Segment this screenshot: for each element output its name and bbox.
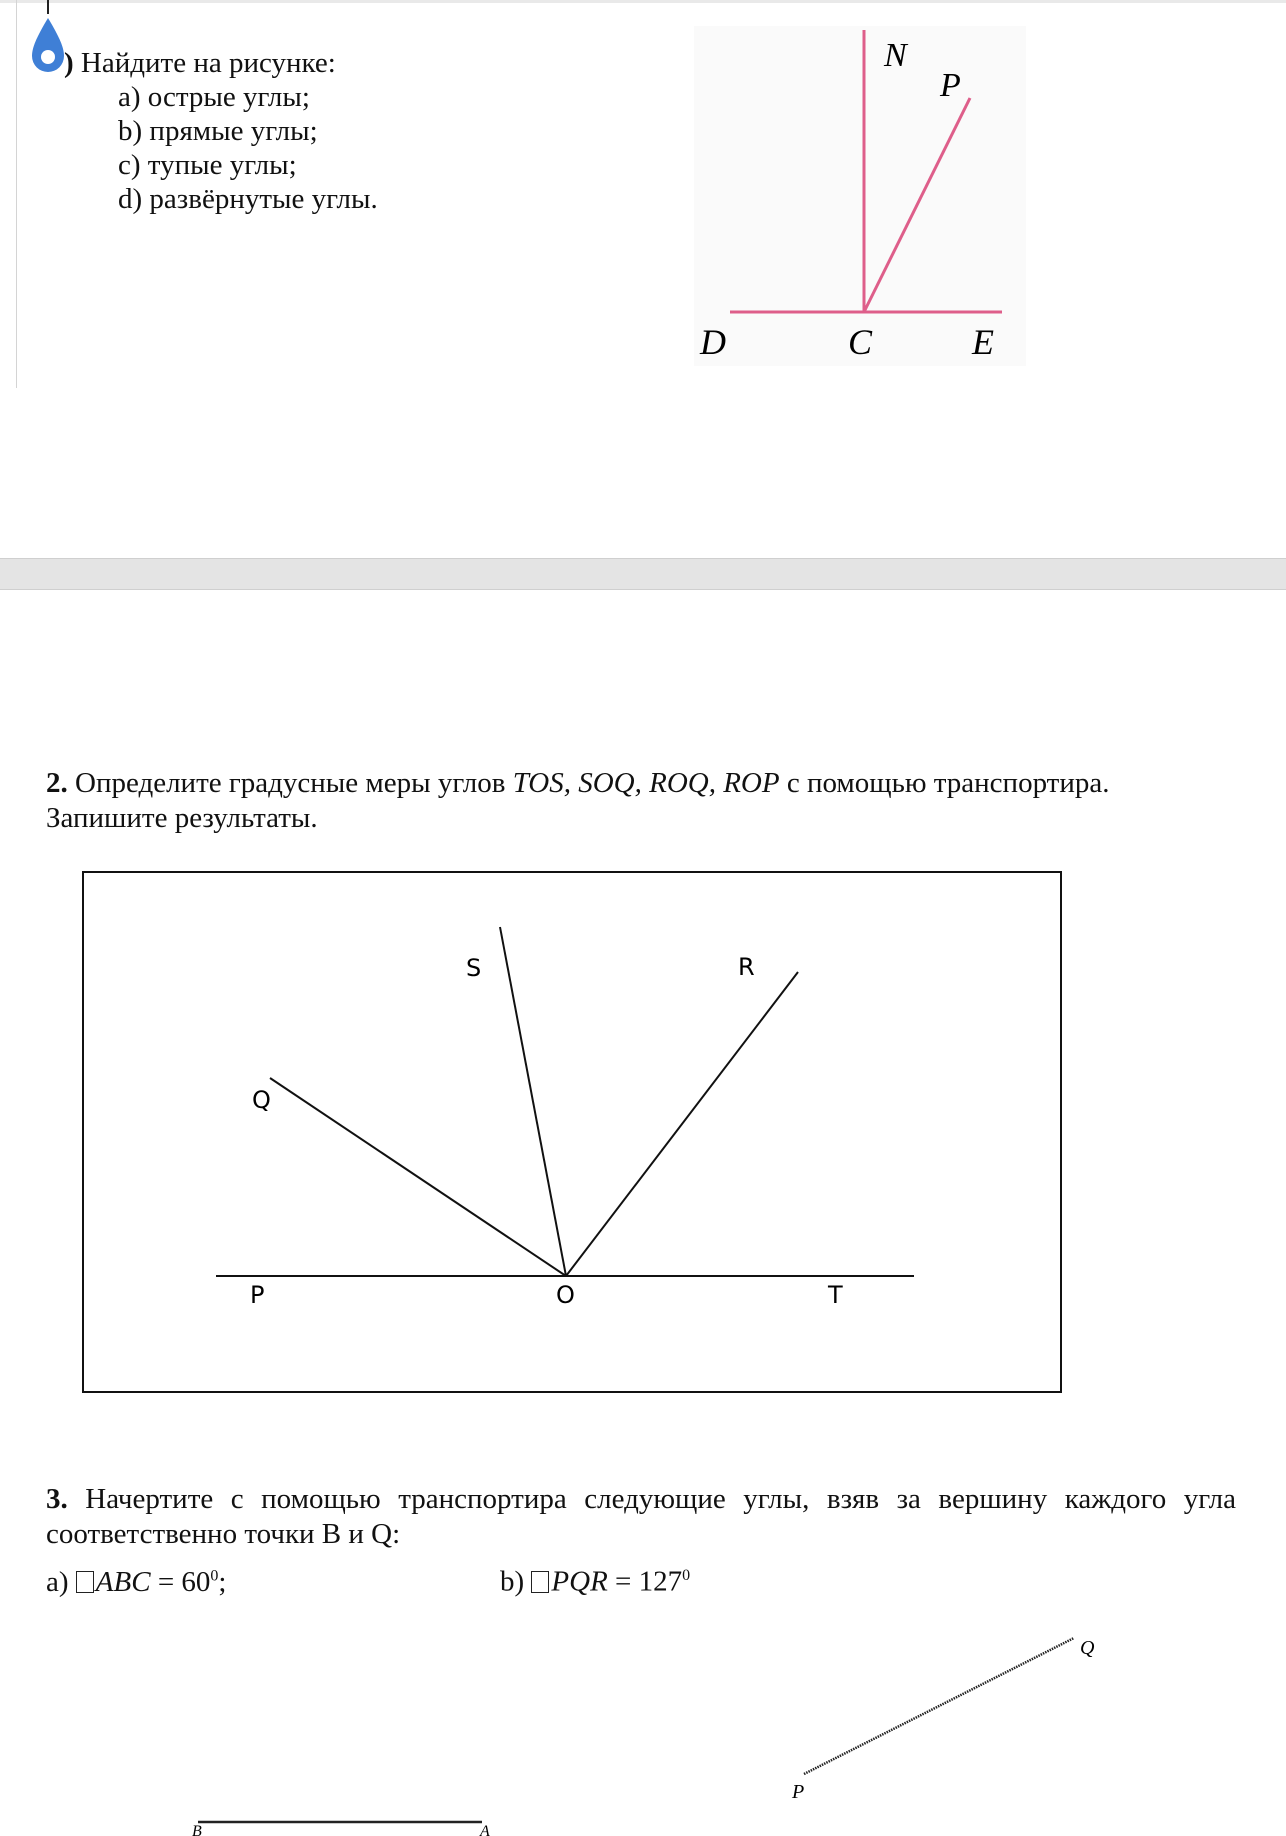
map-pin-icon[interactable] [28,0,68,80]
label-c: C [848,322,873,362]
angle-symbol-icon [531,1571,549,1593]
angle-symbol-icon [76,1571,94,1593]
segment-pq [780,1620,1120,1820]
label-d: D [700,322,726,362]
label-s: S [466,954,482,982]
label-p: P [250,1281,265,1309]
label-q: Q [252,1086,271,1114]
label-q: Q [1080,1637,1095,1659]
part-a: a) ABC = $60^0$; [46,1565,227,1598]
label-e: E [972,322,994,362]
label-t: T [828,1281,843,1309]
question-1-prompt: ) Найдите на рисунке: [64,47,336,79]
part-b: b) PQR = $127^0$ [500,1565,691,1598]
label-p: P [940,67,961,104]
angle-figure-nce [694,26,1026,366]
option-c: c) тупые углы; [118,149,297,181]
label-n: N [884,37,907,74]
label-o: O [556,1281,575,1309]
option-a: a) острые углы; [118,81,310,113]
page-break [0,558,1286,590]
angle-figure-protractor [82,871,1062,1393]
label-b: B [192,1823,202,1836]
page-left-margin [0,0,17,388]
question-2-line1: 2. Определите градусные меры углов TOS, SOQ, ROQ, ROP с помощью транспортира. [46,767,1110,799]
segment-ba [180,1800,510,1836]
top-edge [0,0,1286,3]
question-2-line2: Запишите результаты. [46,802,318,834]
question-2 [46,766,1266,836]
question-3-parts [46,1558,691,1600]
label-r: R [738,953,755,981]
ray-qp [804,1638,1074,1774]
question-1 [64,46,378,216]
option-b: b) прямые углы; [118,115,318,147]
label-a: A [480,1823,490,1836]
option-d: d) развёрнутые углы. [118,183,378,215]
question-3: 3. Начертите с помощью транспортира следующие углы, взяв за вершину каждого угла соответственно точки B и Q: [46,1483,1236,1550]
label-p: P [792,1781,805,1803]
